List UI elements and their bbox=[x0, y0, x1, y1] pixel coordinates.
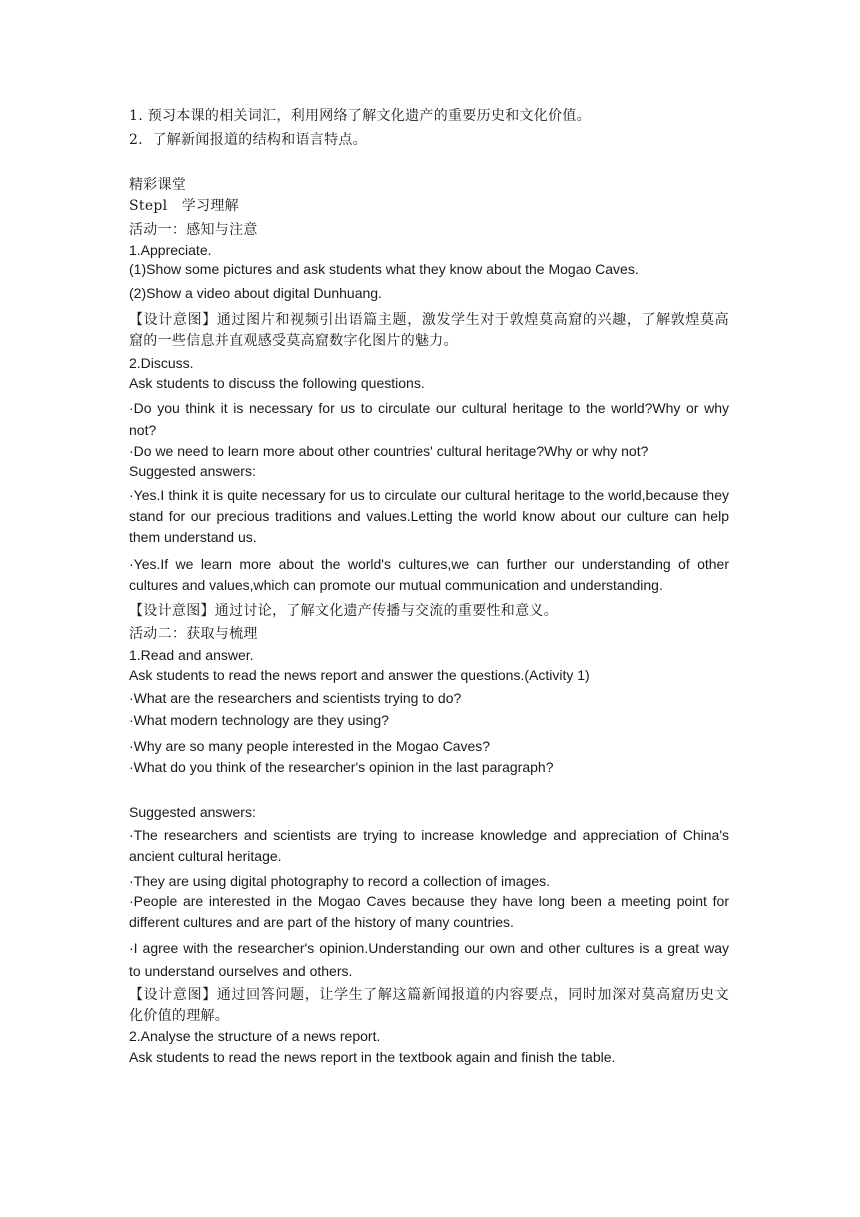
read-question-1: ·What are the researchers and scientists trying to do? bbox=[129, 690, 462, 706]
read-question-3: ·Why are so many people interested in the Mogao Caves? bbox=[129, 738, 491, 754]
preview-item-1: 1. 预习本课的相关词汇，利用网络了解文化遗产的重要历史和文化价值。 bbox=[129, 108, 592, 124]
discuss-intro: Ask students to discuss the following questions. bbox=[129, 375, 425, 391]
design-intent-1: 【设计意图】通过图片和视频引出语篇主题，激发学生对于敦煌莫高窟的兴趣，了解敦煌莫高窟的一些信息并直观感受莫高窟数字化图片的魅力。 bbox=[129, 312, 729, 349]
read-question-4: ·What do you think of the researcher's opinion in the last paragraph? bbox=[129, 759, 554, 775]
section-title: 精彩课堂 bbox=[129, 177, 187, 193]
appreciate-step-1: (1)Show some pictures and ask students what they know about the Mogao Caves. bbox=[129, 261, 639, 277]
read-answer-1: ·The researchers and scientists are trying to increase knowledge and appreciation of China's ancient cultural heritage. bbox=[129, 827, 729, 864]
analyse-intro: Ask students to read the news report in the textbook again and finish the table. bbox=[129, 1049, 616, 1065]
step-title: Stepl 学习理解 bbox=[129, 198, 239, 214]
design-intent-2: 【设计意图】通过讨论，了解文化遗产传播与交流的重要性和意义。 bbox=[129, 603, 558, 619]
discuss-answer-2: ·Yes.If we learn more about the world's cultures,we can further our understanding of other cultures and values,which can promote our mutual communication and understanding. bbox=[129, 556, 729, 593]
discuss-heading: 2.Discuss. bbox=[129, 355, 194, 371]
analyse-heading: 2.Analyse the structure of a news report. bbox=[129, 1028, 381, 1044]
discuss-answer-1: ·Yes.I think it is quite necessary for us to circulate our cultural heritage to the world,because they stand for our precious traditions and values.Letting the world know about our culture can help them understand us. bbox=[129, 487, 729, 545]
read-answer-3: ·People are interested in the Mogao Caves because they have long been a meeting point for different cultures and are part of the history of many countries. bbox=[129, 893, 729, 930]
activity1-title: 活动一：感知与注意 bbox=[129, 222, 258, 238]
suggested-answers-label-1: Suggested answers: bbox=[129, 463, 256, 479]
read-heading: 1.Read and answer. bbox=[129, 647, 254, 663]
read-answer-4: ·I agree with the researcher's opinion.Understanding our own and other cultures is a great way to understand ourselves and others. bbox=[129, 940, 729, 979]
design-intent-3: 【设计意图】通过回答问题，让学生了解这篇新闻报道的内容要点，同时加深对莫高窟历史文化价值的理解。 bbox=[129, 987, 729, 1024]
discuss-question-1: ·Do you think it is necessary for us to circulate our cultural heritage to the world?Why or why not? bbox=[129, 400, 729, 438]
suggested-answers-label-2: Suggested answers: bbox=[129, 804, 256, 820]
read-answer-2: ·They are using digital photography to record a collection of images. bbox=[129, 873, 551, 889]
activity2-title: 活动二：获取与梳理 bbox=[129, 626, 258, 642]
read-question-2: ·What modern technology are they using? bbox=[129, 712, 389, 728]
discuss-question-2: ·Do we need to learn more about other countries' cultural heritage?Why or why not? bbox=[129, 443, 649, 459]
appreciate-step-2: (2)Show a video about digital Dunhuang. bbox=[129, 285, 382, 301]
appreciate-heading: 1.Appreciate. bbox=[129, 242, 212, 258]
preview-item-2: 2．了解新闻报道的结构和语言特点。 bbox=[129, 132, 368, 148]
read-intro: Ask students to read the news report and answer the questions.(Activity 1) bbox=[129, 667, 590, 683]
